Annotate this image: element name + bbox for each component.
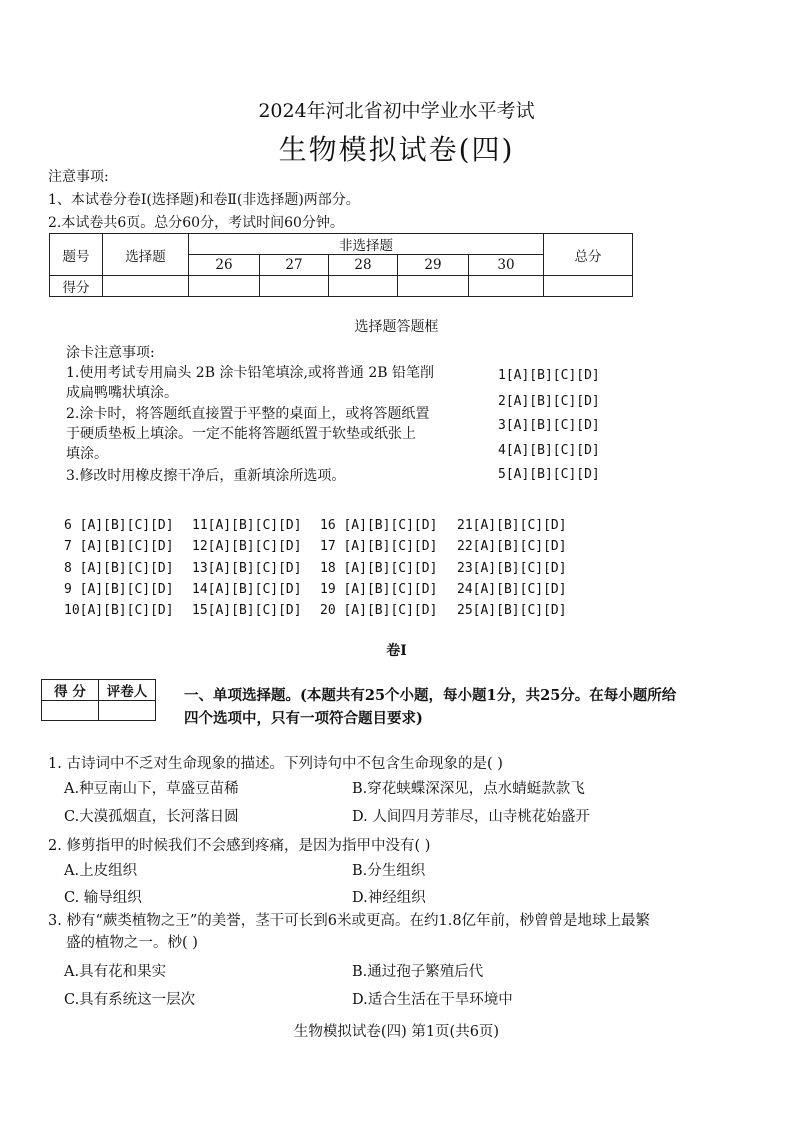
grade-box-grader-cell[interactable] bbox=[99, 701, 156, 721]
question-stem: 3. 桫有“蕨类植物之王”的美誉，茎干可长到6米或更高。在约1.8亿年前，桫曾曾是地球上最繁 bbox=[48, 913, 651, 929]
answer-option-row[interactable]: 21[A][B][C][D] bbox=[457, 518, 567, 533]
answer-option-row[interactable]: 12[A][B][C][D] bbox=[192, 539, 302, 554]
section-heading-line: 一、单项选择题。(本题共有25个小题，每小题1分，共25分。在每小题所给 bbox=[184, 687, 677, 704]
score-cell[interactable] bbox=[260, 276, 329, 297]
question-option[interactable]: A.具有花和果实 bbox=[64, 964, 167, 980]
answer-option-row[interactable]: 15[A][B][C][D] bbox=[192, 603, 302, 618]
question-option[interactable]: C. 输导组织 bbox=[64, 890, 142, 906]
score-table-header-total: 总分 bbox=[544, 234, 633, 276]
section-heading bbox=[184, 684, 764, 730]
question-option[interactable]: D.神经组织 bbox=[352, 890, 426, 906]
answer-option-row[interactable]: 13[A][B][C][D] bbox=[192, 561, 302, 576]
answer-option-row[interactable]: 1[A][B][C][D] bbox=[498, 368, 600, 383]
question-option[interactable]: D. 人间四月芳菲尽，山寺桃花始盛开 bbox=[352, 809, 590, 825]
score-table-header-number: 题号 bbox=[50, 234, 103, 276]
answer-option-row[interactable]: 8 [A][B][C][D] bbox=[64, 561, 174, 576]
answer-option-row[interactable]: 14[A][B][C][D] bbox=[192, 582, 302, 597]
score-table-subcol: 28 bbox=[329, 255, 398, 276]
score-table-subcol: 26 bbox=[189, 255, 260, 276]
answer-grid-row bbox=[64, 539, 567, 554]
question-stem-continued: 盛的植物之一。桫( ) bbox=[66, 935, 198, 951]
question-option[interactable]: B.分生组织 bbox=[352, 863, 426, 879]
answer-option-row[interactable]: 9 [A][B][C][D] bbox=[64, 582, 174, 597]
answer-grid-row bbox=[64, 561, 567, 576]
score-cell[interactable] bbox=[103, 276, 189, 297]
card-note-line: 填涂。 bbox=[66, 446, 108, 462]
answer-box-title: 选择题答题框 bbox=[354, 319, 439, 335]
question-option[interactable]: C.大漠孤烟直，长河落日圆 bbox=[64, 809, 239, 825]
question-stem: 2. 修剪指甲的时候我们不会感到疼痛，是因为指甲中没有( ) bbox=[48, 838, 431, 854]
answer-option-row[interactable]: 18 [A][B][C][D] bbox=[320, 561, 438, 576]
answer-grid-row bbox=[64, 518, 567, 533]
answer-option-row[interactable]: 22[A][B][C][D] bbox=[457, 539, 567, 554]
score-cell[interactable] bbox=[398, 276, 469, 297]
exam-title: 2024年河北省初中学业水平考试 bbox=[258, 100, 535, 122]
answer-option-row[interactable]: 10[A][B][C][D] bbox=[64, 603, 174, 618]
card-note-line: 于硬质垫板上填涂。一定不能将答题纸置于软垫或纸张上 bbox=[66, 426, 416, 442]
score-cell[interactable] bbox=[544, 276, 633, 297]
answer-option-row[interactable]: 17 [A][B][C][D] bbox=[320, 539, 438, 554]
answer-option-row[interactable]: 3[A][B][C][D] bbox=[498, 418, 600, 433]
answer-option-row[interactable]: 5[A][B][C][D] bbox=[498, 467, 600, 482]
answer-option-row[interactable]: 2[A][B][C][D] bbox=[498, 394, 600, 409]
score-table-subcol: 29 bbox=[398, 255, 469, 276]
score-table-header-nonchoice: 非选择题 bbox=[189, 234, 544, 255]
answer-option-row[interactable]: 20 [A][B][C][D] bbox=[320, 603, 438, 618]
score-table bbox=[49, 233, 633, 297]
question-option[interactable]: D.适合生活在干旱环境中 bbox=[352, 992, 513, 1008]
notice-item: 1、本试卷分卷Ⅰ(选择题)和卷Ⅱ(非选择题)两部分。 bbox=[48, 192, 360, 208]
card-note-heading: 涂卡注意事项: bbox=[66, 345, 155, 361]
question-option[interactable]: B.通过孢子繁殖后代 bbox=[352, 964, 484, 980]
score-cell[interactable] bbox=[469, 276, 544, 297]
answer-option-row[interactable]: 24[A][B][C][D] bbox=[457, 582, 567, 597]
answer-option-row[interactable]: 19 [A][B][C][D] bbox=[320, 582, 438, 597]
answer-option-row[interactable]: 11[A][B][C][D] bbox=[192, 518, 302, 533]
score-table-header-choice: 选择题 bbox=[103, 234, 189, 276]
grade-box bbox=[41, 679, 156, 721]
grade-box-grader-label: 评卷人 bbox=[99, 680, 156, 701]
answer-option-row[interactable]: 4[A][B][C][D] bbox=[498, 443, 600, 458]
question-option[interactable]: B.穿花蛱蝶深深见，点水蜻蜓款款飞 bbox=[352, 781, 585, 797]
notice-item: 2.本试卷共6页。总分60分，考试时间60分钟。 bbox=[48, 215, 344, 231]
grade-box-score-cell[interactable] bbox=[42, 701, 99, 721]
card-note-line: 2.涂卡时，将答题纸直接置于平整的桌面上，或将答题纸置 bbox=[66, 406, 430, 422]
score-table-row-label: 得分 bbox=[50, 276, 103, 297]
volume-label: 卷Ⅰ bbox=[386, 643, 407, 659]
page-footer: 生物模拟试卷(四) 第1页(共6页) bbox=[293, 1024, 500, 1040]
answer-option-row[interactable]: 25[A][B][C][D] bbox=[457, 603, 567, 618]
section-heading-line: 四个选项中，只有一项符合题目要求) bbox=[184, 710, 423, 727]
card-note-line: 3.修改时用橡皮擦干净后，重新填涂所选项。 bbox=[66, 468, 346, 484]
answer-grid-row bbox=[64, 603, 567, 618]
score-cell[interactable] bbox=[189, 276, 260, 297]
answer-option-row[interactable]: 7 [A][B][C][D] bbox=[64, 539, 174, 554]
question-option[interactable]: A.上皮组织 bbox=[64, 863, 138, 879]
answer-option-row[interactable]: 23[A][B][C][D] bbox=[457, 561, 567, 576]
score-table-subcol: 30 bbox=[469, 255, 544, 276]
notice-heading: 注意事项: bbox=[48, 169, 109, 185]
question-option[interactable]: A.种豆南山下，草盛豆苗稀 bbox=[64, 781, 239, 797]
grade-box-score-label: 得 分 bbox=[42, 680, 99, 701]
question-stem: 1. 古诗词中不乏对生命现象的描述。下列诗句中不包含生命现象的是( ) bbox=[48, 756, 503, 772]
paper-title: 生物模拟试卷(四) bbox=[278, 133, 515, 166]
answer-grid-row bbox=[64, 582, 567, 597]
question-option[interactable]: C.具有系统这一层次 bbox=[64, 992, 196, 1008]
answer-option-row[interactable]: 6 [A][B][C][D] bbox=[64, 518, 174, 533]
card-note-line: 1.使用考试专用扁头 2B 涂卡铅笔填涂,或将普通 2B 铅笔削 bbox=[66, 365, 434, 381]
score-table-subcol: 27 bbox=[260, 255, 329, 276]
card-note-line: 成扁鸭嘴状填涂。 bbox=[66, 385, 178, 401]
score-cell[interactable] bbox=[329, 276, 398, 297]
answer-option-row[interactable]: 16 [A][B][C][D] bbox=[320, 518, 438, 533]
